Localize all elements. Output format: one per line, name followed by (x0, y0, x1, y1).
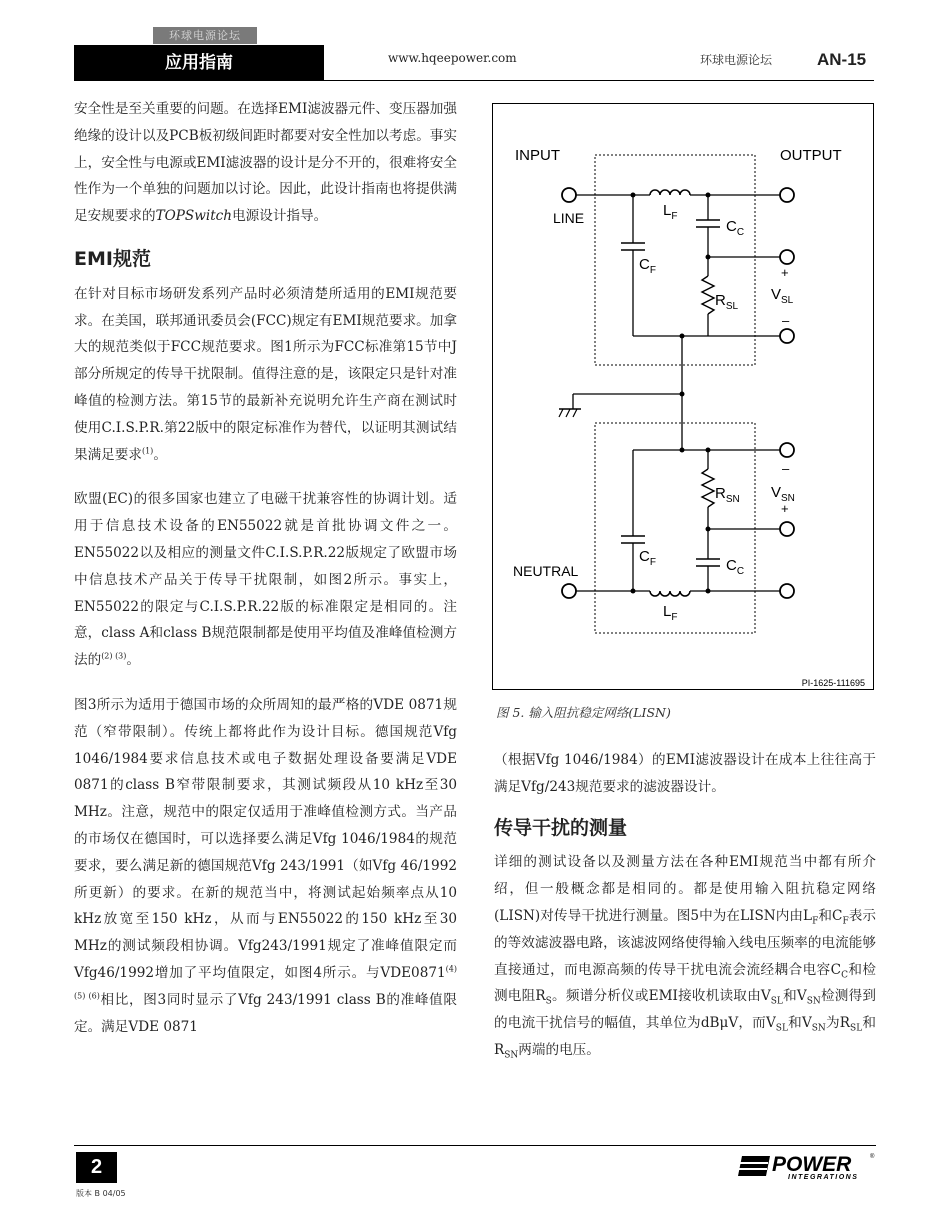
neutral-label: NEUTRAL (513, 563, 579, 579)
input-label: INPUT (515, 147, 560, 164)
line-inductor (650, 190, 690, 195)
footer-divider (74, 1145, 876, 1146)
vsn-label: $V_{SN}$ (771, 484, 795, 504)
logo-power-text: POWER (772, 1153, 852, 1176)
paragraph-safety: 安全性是至关重要的问题。在选择EMI滤波器元件、变压器加强绝缘的设计以及PCB板初级间距时都要对安全性加以考虑。事实上，安全性与电源或EMI滤波器的设计是分不开的，很难将安全性作为一个单独的问题加以讨论。因此，此设计指南也将提供满足安规要求的TOPSwitch电源设计指导。 (74, 101, 457, 225)
heading-emi-spec: EMI规范 (74, 247, 151, 270)
rsl-label: $R_{SL}$ (715, 292, 739, 312)
lf-top-label: $L_F$ (663, 202, 678, 222)
vsn-plus-sign: + (781, 501, 789, 516)
page-number: 2 (76, 1152, 117, 1183)
lisn-schematic (493, 104, 873, 689)
line-label: LINE (553, 210, 585, 226)
vsl-plus-terminal (780, 250, 794, 264)
rsn-resistor (702, 469, 714, 507)
vsn-plus-terminal (780, 522, 794, 536)
cf-top-label: $C_F$ (639, 256, 656, 276)
vsl-minus-sign: – (782, 313, 790, 328)
power-integrations-logo (736, 1150, 876, 1182)
output-label: OUTPUT (780, 147, 842, 164)
header-url[interactable]: www.hqeepower.com (388, 51, 517, 65)
line-input-terminal (562, 188, 576, 202)
rsn-label: $R_{SN}$ (715, 485, 740, 505)
vsl-minus-terminal (780, 329, 794, 343)
left-column (74, 96, 457, 1040)
figure-lisn (492, 103, 874, 690)
paragraph-measurement: 详细的测试设备以及测量方法在各种EMI规范当中都有所介绍，但一般概念都是相同的。都是使用输入阻抗稳定网络(LISN)对传导干扰进行测量。图5中为在LISN内由$L_F$和$C_F$表示的等效滤波器电路，该滤波网络使得输入线电压频率的电流能够直接通过，而电源高频的传导干扰电流会流经耦合电容$C_C$和检测电阻$R_S$。频谱分析仪或EMI接收机读取由$V_{SL}$和$V_{SN}$检测得到的电流干扰信号的幅值，其单位为dBμV，而$V_{SL}$和$V_{SN}$为$R_{SL}$和$R_{SN}$两端的电压。 (494, 854, 877, 1061)
version-label: 版本 B 04/05 (76, 1189, 126, 1198)
vsl-plus-sign: + (781, 265, 789, 280)
svg-text:®: ® (870, 1154, 875, 1160)
neutral-inductor (650, 591, 690, 596)
header-divider (74, 80, 874, 81)
paragraph-eu: 欧盟(EC)的很多国家也建立了电磁干扰兼容性的协调计划。适用于信息技术设备的EN55022就是首批协调文件之一。EN55022以及相应的测量文件C.I.S.P.R.22版规定了欧盟市场中信息技术产品关于传导干扰限制，如图2所示。事实上，EN55022的限定与C.I.S.P.R.22版的标准限定是相同的。注意，class A和class B规范限制都是使用平均值及准峰值检测方法的$^{(2) (3)}$。 (74, 491, 457, 669)
paragraph-cost: （根据Vfg 1046/1984）的EMI滤波器设计在成本上往往高于满足Vfg/243规范要求的滤波器设计。 (494, 752, 876, 795)
vsn-minus-sign: – (782, 461, 790, 476)
cc-bottom-label: $C_C$ (726, 557, 745, 577)
figure-caption: 图 5. 输入阻抗稳定网络(LISN) (496, 705, 671, 720)
neutral-input-terminal (562, 584, 576, 598)
forum-logo: 环球电源论坛 (153, 27, 257, 44)
line-side-enclosure (595, 155, 755, 365)
line-output-terminal (780, 188, 794, 202)
document-id: AN-15 (817, 50, 867, 69)
vsn-minus-terminal (780, 443, 794, 457)
right-column (494, 747, 876, 1064)
paragraph-vde: 图3所示为适用于德国市场的众所周知的最严格的VDE 0871规范（窄带限制）。传统上都将此作为设计目标。德国规范Vfg 1046/1984要求信息技术或电子数据处理设备要满足VDE 0871的class B窄带限制要求，其测试频段从10 kHz至30 MHz。注意，规范中的限定仅适用于准峰值检测方式。当产品的市场仅在德国时，可以选择要么满足Vfg 1046/1984的规范要求，要么满足新的德国规范Vfg 243/1991（如Vfg 46/1992所更新）的要求。在新的规范当中，将测试起始频率点从10 kHz放宽至150 kHz，从而与EN55022的150 kHz至30 MHz的测试频段相协调。Vfg243/1991规定了准峰值限定而Vfg46/1992增加了平均值限定，如图4所示。与$VDE0871^{(4) (5) (6)}$相比，图3同时显示了Vfg 243/1991 class B的准峰值限定。满足VDE 0871 (74, 696, 457, 1035)
lf-bottom-label: $L_F$ (663, 603, 678, 623)
cc-top-label: $C_C$ (726, 218, 745, 238)
heading-measurement: 传导干扰的测量 (494, 816, 628, 839)
rsl-resistor (702, 276, 714, 314)
header-forum-name: 环球电源论坛 (700, 53, 773, 67)
pi-code: PI-1625-111695 (801, 678, 865, 688)
neutral-side-enclosure (595, 423, 755, 633)
neutral-output-terminal (780, 584, 794, 598)
paragraph-fcc: 在针对目标市场研发系列产品时必须清楚所适用的EMI规范要求。在美国，联邦通讯委员会(FCC)规定有EMI规范要求。加拿大的规范类似于FCC规范要求。图1所示为FCC标准第15节中J部分所规定的传导干扰限制。值得注意的是，该限定只是针对准峰值的检测方法。第15节的最新补充说明允许生产商在测试时使用C.I.S.P.R.第22版中的限定标准作为替代，以证明其测试结果满足要求$^{(1)}$。 (74, 285, 457, 463)
cf-bottom-label: $C_F$ (639, 548, 656, 568)
section-header: 应用指南 (74, 45, 324, 81)
vsl-label: $V_{SL}$ (771, 286, 794, 306)
logo-integrations-text: INTEGRATIONS (788, 1174, 859, 1181)
